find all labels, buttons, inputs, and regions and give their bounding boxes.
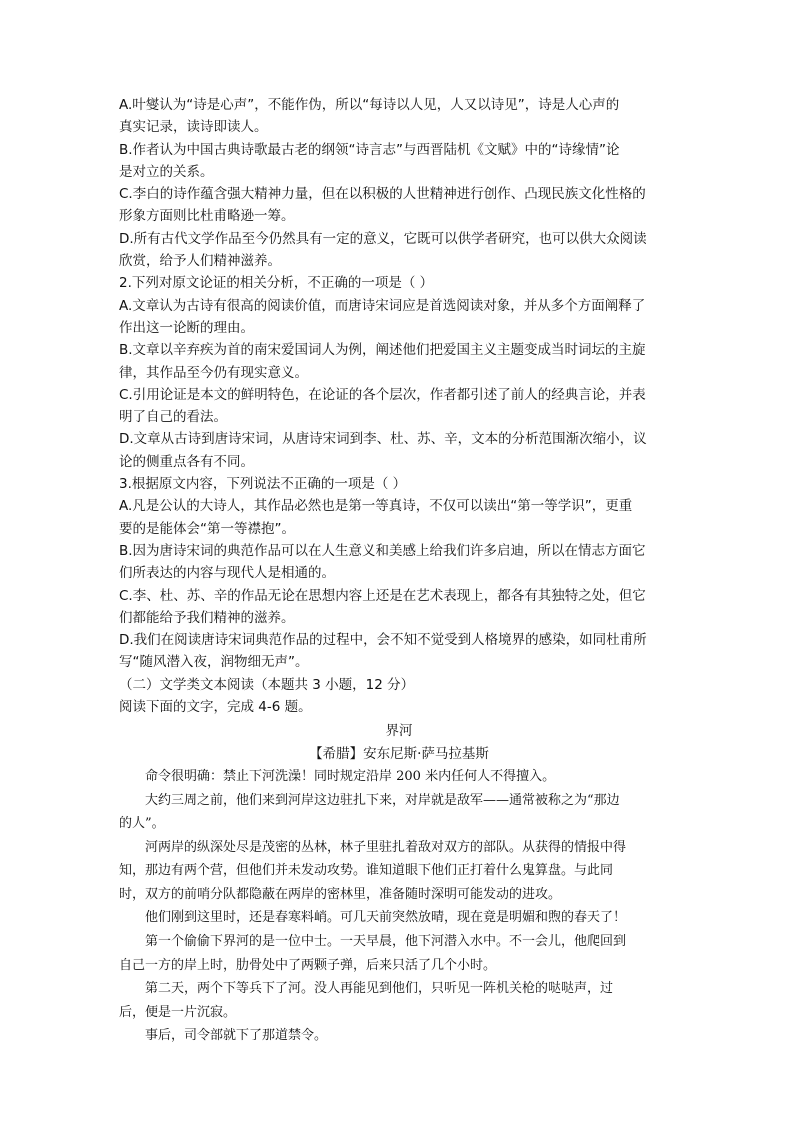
- q3-option-b-line-1: B.因为唐诗宋词的典范作品可以在人生意义和美感上给我们许多启迪，所以在情志方面它: [119, 542, 646, 559]
- q2-stem: 2.下列对原文论证的相关分析，不正确的一项是（ ）: [119, 275, 434, 292]
- q1-option-c-line-2: 形象方面则比杜甫略逊一筹。: [119, 208, 295, 225]
- q2-option-b-line-1: B.文章以辛弃疾为首的南宋爱国词人为例，阐述他们把爱国主义主题变成当时词坛的主旋: [119, 342, 646, 359]
- q2-option-c-line-2: 明了自己的看法。: [119, 409, 227, 426]
- q3-option-d-line-2: 写“随风潜入夜，润物细无声”。: [119, 654, 309, 671]
- q1-option-a-line-2: 真实记录，读诗即读人。: [119, 119, 268, 136]
- q2-option-d-line-2: 论的侧重点各有不同。: [119, 453, 254, 470]
- story-paragraph-3-line-2: 知，那边有两个营，但他们并未发动攻势。谁知道眼下他们正打着什么鬼算盘。与此同: [119, 863, 614, 879]
- q2-option-d-line-1: D.文章从古诗到唐诗宋词，从唐诗宋词到李、杜、苏、辛，文本的分析范围渐次缩小，议: [119, 431, 647, 448]
- story-paragraph-6-line-1: 第二天，两个下等兵下了河。没人再能见到他们，只听见一阵机关枪的哒哒声，过: [145, 981, 614, 997]
- q2-option-c-line-1: C.引用论证是本文的鲜明特色，在论证的各个层次，作者都引述了前人的经典言论，并表: [119, 386, 646, 403]
- q2-option-b-line-2: 律，其作品至今仍有现实意义。: [119, 364, 308, 381]
- story-paragraph-4: 他们刚到这里时，还是春寒料峭。可几天前突然放晴，现在竟是明媚和煦的春天了！: [145, 910, 627, 926]
- q1-option-d-line-2: 欣赏，给予人们精神滋养。: [119, 253, 281, 270]
- section-instruction: 阅读下面的文字，完成 4-6 题。: [119, 699, 312, 716]
- document-page: [119, 94, 679, 1048]
- story-paragraph-2-line-1: 大约三周之前，他们来到河岸这边驻扎下来，对岸就是敌军——通常被称之为“那边: [145, 792, 620, 808]
- q2-option-a-line-1: A.文章认为古诗有很高的阅读价值，而唐诗宋词应是首选阅读对象，并从多个方面阐释了: [119, 297, 646, 314]
- story-paragraph-6-line-2: 后，便是一片沉寂。: [119, 1004, 237, 1020]
- story-paragraph-7: 事后，司令部就下了那道禁令。: [145, 1028, 328, 1044]
- q3-option-d-line-1: D.我们在阅读唐诗宋词典范作品的过程中，会不知不觉受到人格境界的感染，如同杜甫所: [119, 632, 647, 649]
- q1-option-d-line-1: D.所有古代文学作品至今仍然具有一定的意义，它既可以供学者研究，也可以供大众阅读: [119, 230, 647, 247]
- q1-option-c-line-1: C.李白的诗作蕴含强大精神力量，但在以积极的人世精神进行创作、凸现民族文化性格的: [119, 186, 646, 203]
- story-paragraph-5-line-2: 自己一方的岸上时，肋骨处中了两颗子弹，后来只活了几个小时。: [119, 957, 497, 973]
- q1-option-a-line-1: A.叶燮认为“诗是心声”，不能作伪，所以“每诗以人见，人又以诗见”，诗是人心声的: [119, 97, 620, 113]
- section-heading: （二）文学类文本阅读（本题共 3 小题，12 分）: [119, 676, 415, 693]
- q3-option-b-line-2: 们所表达的内容与现代人是相通的。: [119, 565, 335, 582]
- story-title: 界河: [385, 723, 413, 740]
- story-paragraph-3-line-1: 河两岸的纵深处尽是茂密的丛林，林子里驻扎着敌对双方的部队。从获得的情报中得: [145, 839, 627, 855]
- story-paragraph-1: 命令很明确：禁止下河洗澡！同时规定沿岸 200 米内任何人不得擅入。: [145, 768, 556, 784]
- q3-option-c-line-2: 们都能给予我们精神的滋养。: [119, 609, 295, 626]
- q3-option-c-line-1: C.李、杜、苏、辛的作品无论在思想内容上还是在艺术表现上，都各有其独特之处，但它: [119, 587, 646, 604]
- story-paragraph-2-line-2: 的人”。: [119, 816, 165, 832]
- q3-stem: 3.根据原文内容，下列说法不正确的一项是（ ）: [119, 476, 407, 493]
- story-paragraph-5-line-1: 第一个偷偷下界河的是一位中士。一天早晨，他下河潜入水中。不一会儿，他爬回到: [145, 934, 627, 950]
- q1-option-b-line-1: B.作者认为中国古典诗歌最古老的纲领“诗言志”与西晋陆机《文赋》中的“诗缘情”论: [119, 141, 620, 158]
- story-paragraph-3-line-3: 时，双方的前哨分队都隐蔽在两岸的密林里，准备随时深明可能发动的进攻。: [119, 886, 562, 902]
- q1-option-b-line-2: 是对立的关系。: [119, 163, 214, 180]
- q3-option-a-line-2: 要的是能体会“第一等襟抱”。: [119, 520, 295, 537]
- q2-option-a-line-2: 作出这一论断的理由。: [119, 319, 254, 336]
- story-author: 【希腊】安东尼斯·萨马拉基斯: [309, 745, 489, 762]
- q3-option-a-line-1: A.凡是公认的大诗人，其作品必然也是第一等真诗，不仅可以读出“第一等学识”，更重: [119, 498, 633, 515]
